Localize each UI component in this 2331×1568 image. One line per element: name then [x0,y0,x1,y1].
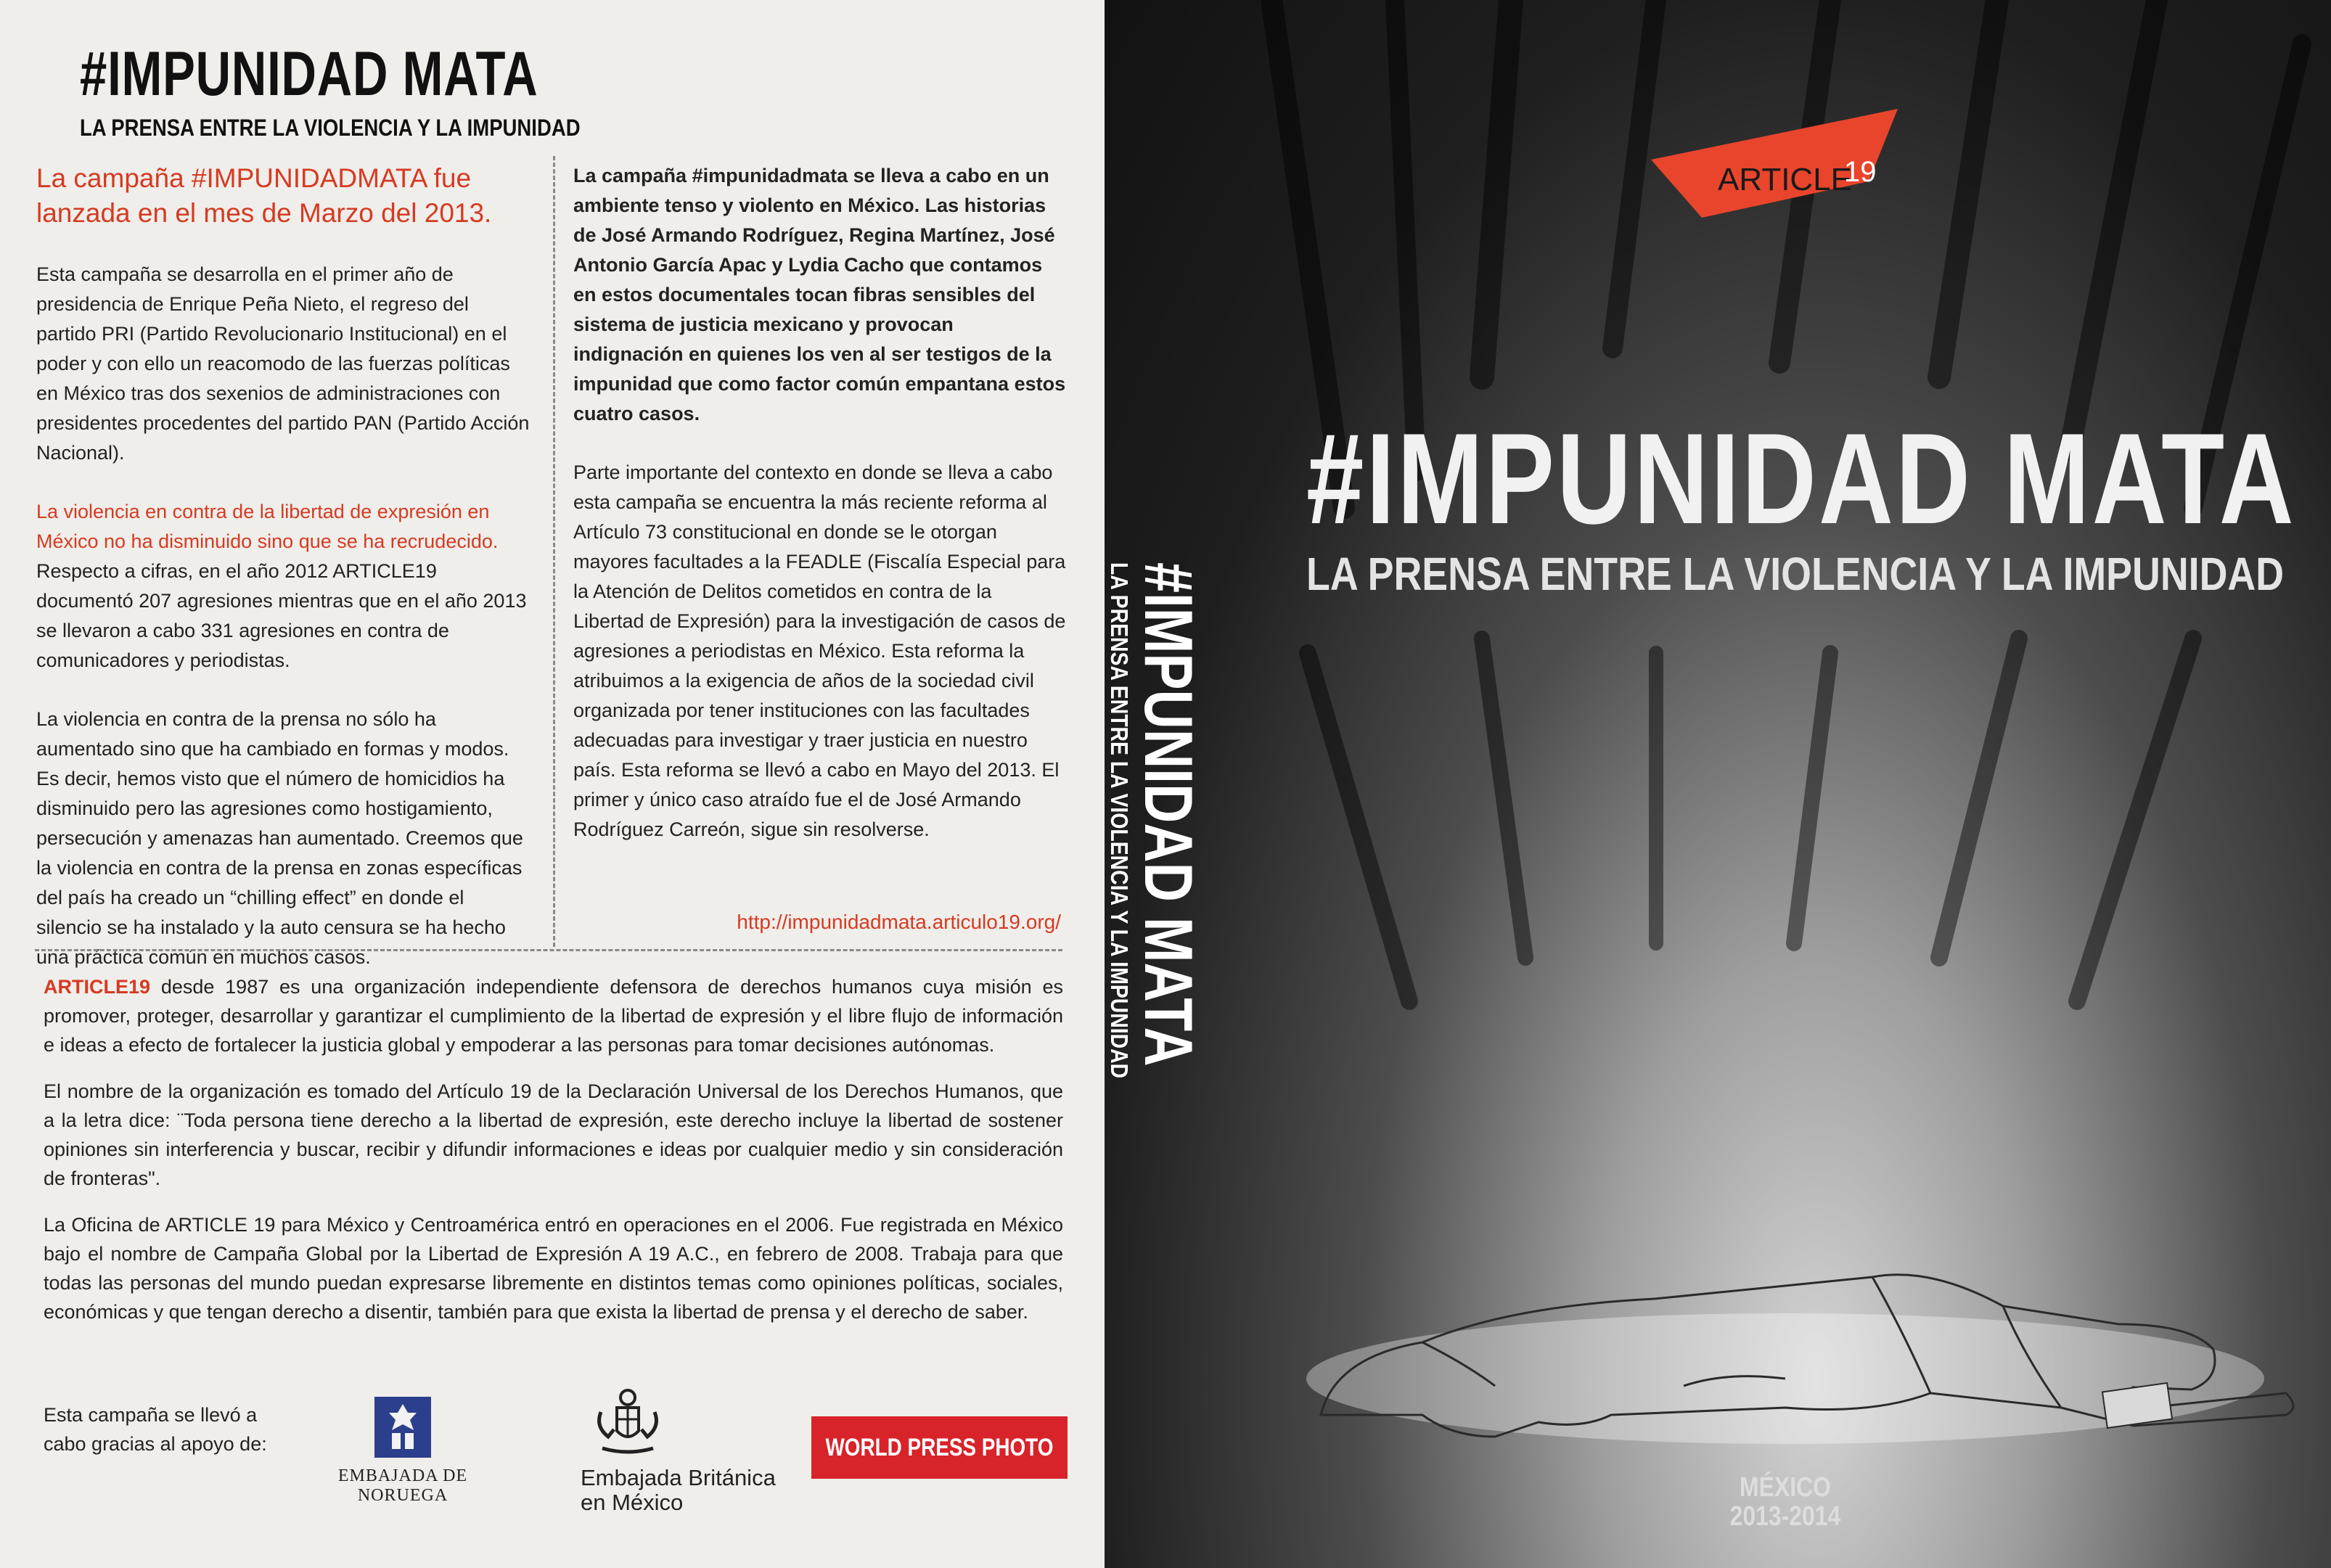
norway-embassy-logo [308,1397,497,1506]
cover-title-block [1306,406,2331,600]
campaign-url-link[interactable]: http://impunidadmata.articulo19.org/ [737,911,1061,933]
right-column [573,161,1067,874]
uk-embassy-name [581,1466,798,1515]
right-paragraph-2: Parte importante del contexto en donde se lleva a cabo esta campaña se encuentra la más reciente reforma al Artículo 73 constitucional en donde se le otorgan mayores facultades a la FEADLE (Fiscalía Especial para la Atención de Delitos cometidos en contra de la Libertad de Expresión) para la investigación de casos de agresiones a periodistas en México. Esta reforma la atribuimos a la exigencia de años de la sociedad civil organizada por tener instituciones con las facultades adecuadas para investigar y traer justicia en nuestro país. Esta reforma se llevó a cabo en Mayo del 2013. El primer y único caso atraído fue el de José Armando Rodríguez Carreón, sigue sin resolverse. [573,461,1066,840]
uk-embassy-line-1: Embajada Británica [581,1465,776,1490]
spine-title-block [1106,562,1205,1193]
left-paragraph-1: Esta campaña se desarrolla en el primer año de presidencia de Enrique Peña Nieto, el regreso del partido PRI (Partido Revolucionario Institucional) en el poder y con ello un reacomodo de las fuerzas políticas en México tras dos sexenios de administraciones con presidentes procedentes del partido PAN (Partido Acción Nacional). [36,263,530,464]
campaign-lead: La campaña #IMPUNIDADMATA fue lanzada en el mes de Marzo del 2013. [36,163,492,228]
org-name: ARTICLE19 [44,976,151,998]
org-paragraph-2: El nombre de la organización es tomado del Artículo 19 de la Declaración Universal de los Derechos Humanos, que a la letra dice: ¨Toda persona tiene derecho a la libertad de expresión, este derecho incluye la libertad de sostener opiniones sin interferencia y buscar, recibir y difundir informaciones e ideas por cualquier medio y sin consideración de fronteras". [44,1080,1063,1189]
organization-info [44,972,1063,1344]
article19-logo-text: ARTICLE [1718,162,1853,197]
violence-highlight: La violencia en contra de la libertad de expresión en México no ha disminuido sino que se ha recrudecido. [36,501,499,552]
back-title: #IMPUNIDAD MATA [80,39,538,109]
wpp-label: WORLD PRESS PHOTO [825,1433,1054,1461]
uk-embassy-logo [581,1386,798,1515]
column-divider [553,156,555,947]
cover-years: 2013-2014 [1729,1501,1841,1532]
spine-title: #IMPUNIDAD MATA [1131,562,1207,1067]
cover-place: MÉXICO [1740,1472,1831,1503]
back-cover [0,0,1105,1568]
world-press-photo-logo [811,1416,1068,1479]
royal-coat-of-arms-icon [588,1386,668,1458]
article19-logo [1651,109,1912,229]
back-title-block [80,38,581,142]
lying-figure-illustration [1277,1197,2308,1462]
norway-embassy-name: EMBAJADA DE NORUEGA [337,1466,468,1505]
org-paragraph-3: La Oficina de ARTICLE 19 para México y Centroamérica entró en operaciones en el 2006. Fue registrada en México bajo el nombre de Campaña Global por la Libertad de Expresión A 19 A.C., en febrero de 2008. Trabaja para que todas las personas del mundo puedan expresarse libremente en distintos temas como opiniones políticas, sociales, económicas y que tengan derecho a disentir, también para que exista la libertad de prensa y el derecho de saber. [44,1214,1063,1323]
article19-logo-number: 19 [1844,156,1877,188]
left-paragraph-3: La violencia en contra de la prensa no sólo ha aumentado sino que ha cambiado en formas y modos. Es decir, hemos visto que el número de homicidios ha disminuido pero las agresiones como hostigamiento, persecución y amenazas han aumentado. Creemos que la violencia en contra de la prensa en zonas específicas del país ha creado un “chilling effect” en donde el silencio se ha instalado y la auto censura se ha hecho una práctica común en muchos casos. [36,708,523,968]
left-column [36,161,530,1001]
section-divider [35,949,1062,951]
org-mission: desde 1987 es una organización independiente defensora de derechos humanos cuya misión es promover, proteger, desarrollar y garantizar el cumplimiento de la libertad de expresión y el libre flujo de información e ideas a efecto de fortalecer la justicia global y empoderar a las personas para tomar decisiones autónomas. [44,976,1063,1056]
norway-crest-icon [374,1397,431,1458]
sponsors-thanks: Esta campaña se llevó a cabo gracias al apoyo de: [44,1404,267,1455]
spine-subtitle: LA PRENSA ENTRE LA VIOLENCIA Y LA IMPUNIDAD [1106,562,1133,1079]
back-subtitle: LA PRENSA ENTRE LA VIOLENCIA Y LA IMPUNIDAD [80,115,581,141]
left-paragraph-2 [36,497,530,676]
cover-title: #IMPUNIDAD MATA [1306,406,2296,551]
cover-place-years [1698,1473,1872,1531]
org-paragraph-1 [44,972,1063,1059]
statistics-text: Respecto a cifras, en el año 2012 ARTICLE19 documentó 207 agresiones mientras que en el año 2013 se llevaron a cabo 331 agresiones en contra de comunicadores y periodistas. [36,560,527,671]
uk-embassy-line-2: en México [581,1490,684,1515]
right-paragraph-1: La campaña #impunidadmata se lleva a cabo en un ambiente tenso y violento en México. Las historias de José Armando Rodríguez, Regina Martínez, José Antonio García Apac y Lydia Cacho que contamos en estos documentales tocan fibras sensibles del sistema de justicia mexicano y provocan indignación en quienes los ven al ser testigos de la impunidad que como factor común empantana estos cuatro casos. [573,165,1066,424]
cover-subtitle: LA PRENSA ENTRE LA VIOLENCIA Y LA IMPUNIDAD [1306,548,2285,600]
